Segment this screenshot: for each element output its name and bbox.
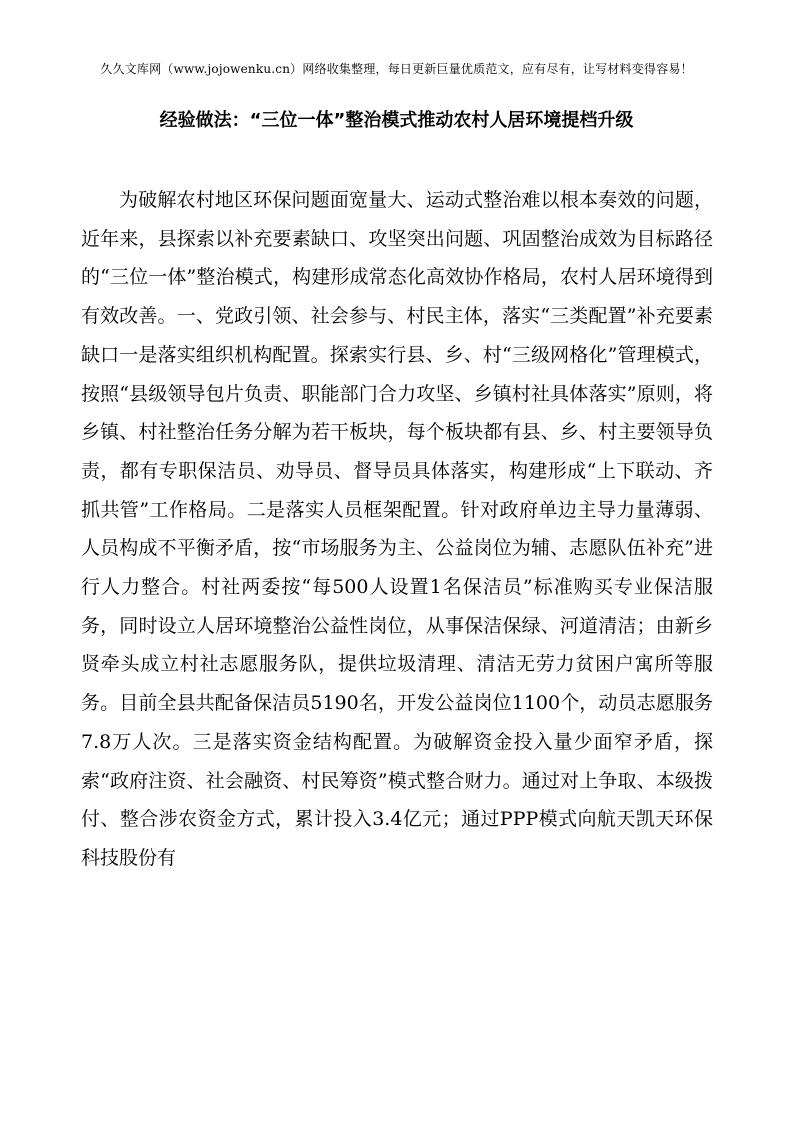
body-paragraph: 为破解农村地区环保问题面宽量大、运动式整治难以根本奏效的问题，近年来，县探索以补充要素缺口、攻坚突出问题、巩固整治成效为目标路径的“三位一体”整治模式，构建形成常态化高效协作格局，农村人居环境得到有效改善。一、党政引领、社会参与、村民主体，落实“三类配置”补充要素缺口一是落实组织机构配置。探索实行县、乡、村“三级网格化”管理模式，按照“县级领导包片负责、职能部门合力攻坚、乡镇村社具体落实”原则，将乡镇、村社整治任务分解为若干板块，每个板块都有县、乡、村主要领导负责，都有专职保洁员、劝导员、督导员具体落实，构建形成“上下联动、齐抓共管”工作格局。二是落实人员框架配置。针对政府单边主导力量薄弱、人员构成不平衡矛盾，按“市场服务为主、公益岗位为辅、志愿队伍补充”进行人力整合。村社两委按“每500人设置1名保洁员”标准购买专业保洁服务，同时设立人居环境整治公益性岗位，从事保洁保绿、河道清洁；由新乡贤牵头成立村社志愿服务队，提供垃圾清理、清洁无劳力贫困户寓所等服务。目前全县共配备保洁员5190名，开发公益岗位1100个，动员志愿服务7.8万人次。三是落实资金结构配置。为破解资金投入量少面窄矛盾，探索“政府注资、社会融资、村民筹资”模式整合财力。通过对上争取、本级拨付、整合涉农资金方式，累计投入3.4亿元；通过PPP模式向航天凯天环保科技股份有	[81, 189, 713, 869]
document-title: 经验做法：“三位一体”整治模式推动农村人居环境提档升级	[159, 110, 634, 131]
site-header-note: 久久文库网（www.jojowenku.cn）网络收集整理，每日更新巨量优质范文，应有尽有，让写材料变得容易！	[100, 62, 693, 76]
